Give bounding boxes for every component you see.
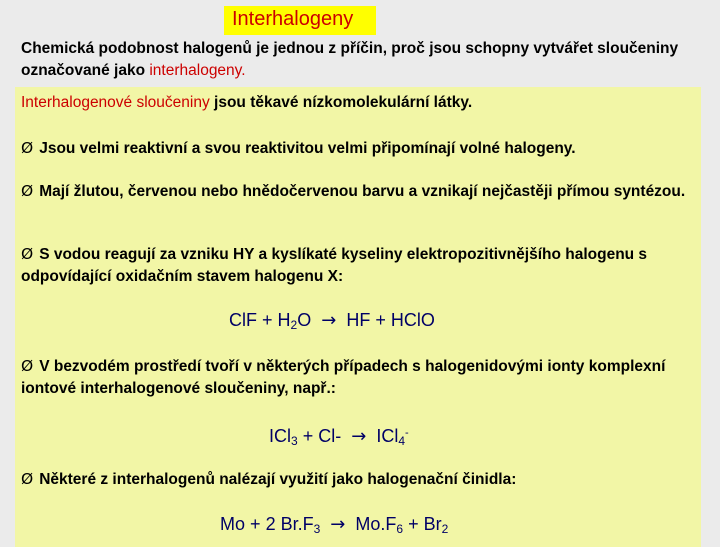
intro-highlight: interhalogeny. <box>149 62 246 79</box>
eq3-plus-2: + <box>408 514 419 534</box>
arrow-bullet-icon: Ø <box>21 245 34 263</box>
eq2-charge: - <box>405 427 409 439</box>
intro-paragraph <box>21 38 701 82</box>
bullet-point-2 <box>21 180 701 203</box>
eq2-reactant-a: ICl <box>269 426 291 446</box>
bullet-text-1: Jsou velmi reaktivní a svou reaktivitou velmi připomínají volné halogeny. <box>39 140 576 157</box>
bullet-point-5 <box>21 468 701 491</box>
eq3-reactant-a: Mo <box>220 514 246 534</box>
eq1-h: H <box>277 310 291 330</box>
bullet-text-4: V bezvodém prostředí tvoří v některých případech s halogenidovými ionty komplexní iontové interhalogenové sloučeniny, např.: <box>21 358 666 397</box>
eq1-plus: + <box>262 310 273 330</box>
eq3-plus: + <box>250 514 261 534</box>
bullet-text-5: Některé z interhalogenů nalézají využití jako halogenační činidla: <box>39 471 517 488</box>
eq1-reactant-a: ClF <box>229 310 257 330</box>
intro-text: Chemická podobnost halogenů je jednou z příčin, proč jsou schopny vytvářet sloučeniny označované jako <box>21 40 679 79</box>
eq2-plus: + <box>302 426 314 446</box>
arrow-bullet-icon: Ø <box>21 357 34 375</box>
eq3-sub-2: 2 <box>441 522 449 536</box>
eq1-o: O <box>297 310 312 330</box>
lead-highlight: Interhalogenové sloučeniny <box>21 94 210 111</box>
eq2-sub-3: 3 <box>291 434 298 448</box>
eq2-sub-4: 4 <box>398 434 406 448</box>
slide-title: Interhalogeny <box>232 8 354 30</box>
lead-line <box>21 92 701 114</box>
lead-rest: jsou těkavé nízkomolekulární látky. <box>209 94 473 111</box>
eq3-sub-6: 6 <box>396 522 404 536</box>
bullet-text-3: S vodou reagují za vzniku HY a kyslíkaté kyseliny elektropozitivnějšího halogenu s odpovídající oxidačním stavem halogenu X: <box>21 246 648 285</box>
eq2-product: ICl <box>376 426 399 446</box>
arrow-bullet-icon: Ø <box>21 139 34 157</box>
eq3-product-a: Mo.F <box>355 514 397 534</box>
bullet-text-2: Mají žlutou, červenou nebo hnědočervenou barvu a vznikají nejčastěji přímou syntézou. <box>39 183 686 200</box>
arrow-bullet-icon: Ø <box>21 470 34 488</box>
eq3-sub-3: 3 <box>313 522 321 536</box>
eq1-sub-2: 2 <box>290 318 298 332</box>
eq3-reactant-b: Br.F <box>280 514 314 534</box>
eq1-product-b: HClO <box>390 310 435 330</box>
arrow-bullet-icon: Ø <box>21 182 34 200</box>
reaction-arrow-icon: → <box>321 310 337 331</box>
equation-1 <box>229 308 435 337</box>
equation-3 <box>220 512 448 541</box>
eq2-reactant-b: Cl- <box>318 426 342 446</box>
reaction-arrow-icon: → <box>351 426 367 447</box>
eq1-product-a: HF <box>346 310 371 330</box>
bullet-point-3 <box>21 243 701 288</box>
bullet-point-1 <box>21 137 701 160</box>
eq3-coefficient: 2 <box>265 514 276 534</box>
bullet-point-4 <box>21 355 701 400</box>
equation-2 <box>269 421 409 453</box>
reaction-arrow-icon: → <box>330 514 346 535</box>
eq3-product-b: Br <box>423 514 442 534</box>
eq1-plus-2: + <box>375 310 386 330</box>
